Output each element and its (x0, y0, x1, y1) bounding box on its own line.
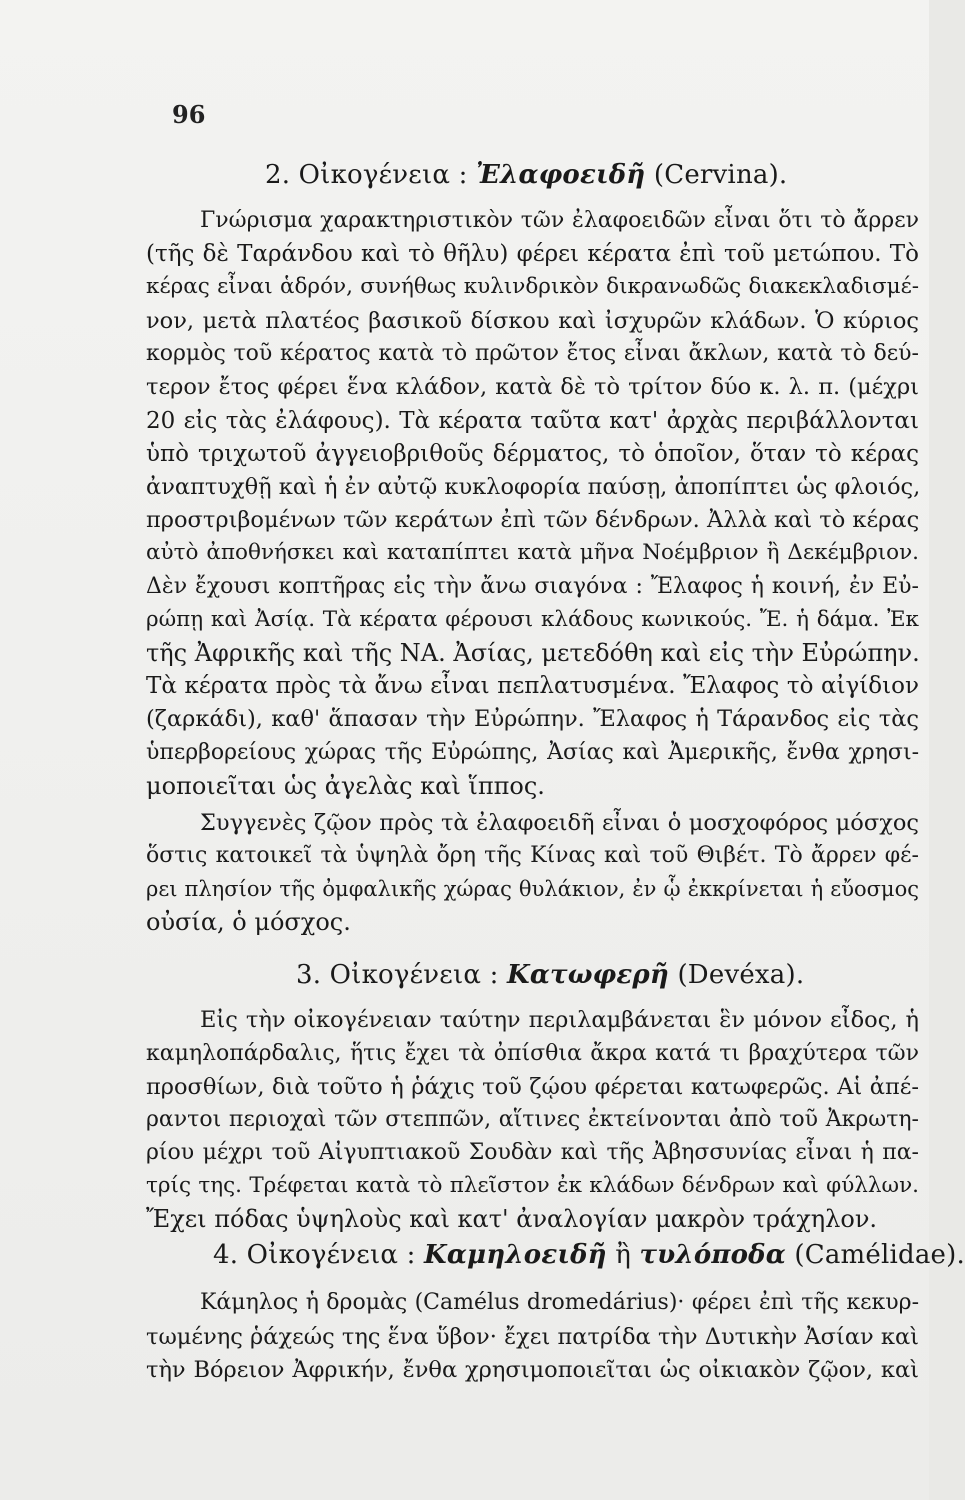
text-line: ραντοι περιοχαὶ τῶν στεππῶν, αἵτινες ἐκτείνονται ἀπὸ τοῦ Ἀκρωτη- (146, 1107, 919, 1132)
text-line: 20 εἰς τὰς ἐλάφους). Τὰ κέρατα ταῦτα κατ' ἀρχὰς περιβάλλονται (146, 408, 919, 434)
section-heading-camelidae (213, 1240, 965, 1270)
text-line: (τῆς δὲ Ταράνδου καὶ τὸ θῆλυ) φέρει κέρατα ἐπὶ τοῦ μετώπου. Τὸ (146, 241, 919, 267)
heading-label: 3. Οἰκογένεια : (296, 960, 508, 990)
text-line: ρει πλησίον τῆς ὀμφαλικῆς χώρας θυλάκιον, ἐν ᾧ ἐκκρίνεται ἡ εὔοσμος (146, 877, 919, 901)
heading-latin-name: (Camélidae). (785, 1240, 965, 1270)
text-line: κορμὸς τοῦ κέρατος κατὰ τὸ πρῶτον ἔτος εἶναι ἄκλων, κατὰ τὸ δεύ- (146, 341, 919, 366)
text-line: Τὰ κέρατα πρὸς τὰ ἄνω εἶναι πεπλατυσμένα. Ἔλαφος τὸ αἰγίδιον (146, 673, 919, 699)
text-line: Συγγενὲς ζῷον πρὸς τὰ ἐλαφοειδῆ εἶναι ὁ μοσχοφόρος μόσχος (200, 810, 919, 836)
text-line: προστριβομένων τῶν κεράτων ἐπὶ τῶν δένδρων. Ἀλλὰ καὶ τὸ κέρας (146, 507, 920, 533)
text-line: ὑπερβορείους χώρας τῆς Εὐρώπης, Ἀσίας καὶ Ἀμερικῆς, ἔνθα χρησι- (146, 740, 919, 765)
text-line: ρώπῃ καὶ Ἀσίᾳ. Τὰ κέρατα φέρουσι κλάδους κωνικούς. Ἔ. ἡ δάμα. Ἐκ (146, 607, 919, 632)
text-line: αὐτὸ ἀποθνήσκει καὶ καταπίπτει κατὰ μῆνα Νοέμβριον ἢ Δεκέμβριον. (146, 540, 919, 565)
text-line: προσθίων, διὰ τοῦτο ἡ ῥάχις τοῦ ζῴου φέρεται κατωφερῶς. Αἱ ἀπέ- (146, 1074, 919, 1100)
heading-latin-name: (Cervina). (645, 160, 788, 190)
text-line: ἀναπτυχθῇ καὶ ἡ ἐν αὐτῷ κυκλοφορία παύσῃ, ἀποπίπτει ὡς φλοιός, (146, 474, 921, 500)
text-line: καμηλοπάρδαλις, ἥτις ἔχει τὰ ὀπίσθια ἄκρα κατά τι βραχύτερα τῶν (146, 1041, 919, 1066)
heading-family-name: Καμηλοειδῆ (424, 1240, 607, 1270)
section-heading-cervina (265, 160, 787, 190)
heading-label: 2. Οἰκογένεια : (265, 160, 477, 190)
text-line: τερον ἔτος φέρει ἕνα κλάδον, κατὰ δὲ τὸ τρίτον δύο κ. λ. π. (μέχρι (146, 374, 919, 400)
text-line: νον, μετὰ πλατέος βασικοῦ δίσκου καὶ ἰσχυρῶν κλάδων. Ὁ κύριος (146, 308, 919, 334)
text-line: τὴν Βόρειον Ἀφρικήν, ἔνθα χρησιμοποιεῖται ὡς οἰκιακὸν ζῷον, καὶ (146, 1357, 919, 1383)
text-line: κέρας εἶναι ἁδρόν, συνήθως κυλινδρικὸν δικρανωδῶς διακεκλαδισμέ- (146, 274, 919, 299)
text-line: Γνώρισμα χαρακτηριστικὸν τῶν ἐλαφοειδῶν εἶναι ὅτι τὸ ἄρρεν (200, 208, 919, 233)
text-line: τῆς Ἀφρικῆς καὶ τῆς ΝΑ. Ἀσίας, μετεδόθη καὶ εἰς τὴν Εὐρώπην. (146, 639, 920, 667)
text-line: ὑπὸ τριχωτοῦ ἀγγειοβριθοῦς δέρματος, τὸ ὁποῖον, ὅταν τὸ κέρας (146, 441, 919, 467)
text-line: Ἔχει πόδας ὑψηλοὺς καὶ κατ' ἀναλογίαν μακρὸν τράχηλον. (146, 1205, 878, 1233)
heading-family-name: Ἐλαφοειδῆ (476, 160, 646, 190)
heading-family-name: Κατωφερῆ (507, 960, 669, 990)
heading-conjunction: ἢ (606, 1240, 640, 1270)
text-line: μοποιεῖται ὡς ἀγελὰς καὶ ἵππος. (146, 772, 545, 800)
heading-label: 4. Οἰκογένεια : (213, 1240, 425, 1270)
text-line: ὅστις κατοικεῖ τὰ ὑψηλὰ ὄρη τῆς Κίνας καὶ τοῦ Θιβέτ. Τὸ ἄρρεν φέ- (146, 843, 919, 868)
text-line: τωμένης ῥάχεώς της ἕνα ὕβον· ἔχει πατρίδα τὴν Δυτικὴν Ἀσίαν καὶ (146, 1324, 919, 1350)
text-line: (ζαρκάδι), καθ' ἅπασαν τὴν Εὐρώπην. Ἔλαφος ἡ Τάρανδος εἰς τὰς (146, 706, 919, 732)
text-line: Δὲν ἔχουσι κοπτῆρας εἰς τὴν ἄνω σιαγόνα : Ἔλαφος ἡ κοινή, ἐν Εὐ- (146, 574, 919, 599)
text-line: ρίου μέχρι τοῦ Αἰγυπτιακοῦ Σουδὰν καὶ τῆς Ἀβησσυνίας εἶναι ἡ πα- (146, 1140, 919, 1165)
page-number: 96 (172, 100, 206, 129)
heading-latin-name: (Devéxa). (669, 960, 805, 990)
text-line: οὐσία, ὁ μόσχος. (146, 908, 351, 936)
text-line: Κάμηλος ἡ δρομὰς (Camélus dromedárius)· φέρει ἐπὶ τῆς κεκυρ- (200, 1290, 919, 1315)
section-heading-devexa (296, 960, 804, 990)
text-line: τρίς της. Τρέφεται κατὰ τὸ πλεῖστον ἐκ κλάδων δένδρων καὶ φύλλων. (146, 1173, 919, 1198)
text-line: Εἰς τὴν οἰκογένειαν ταύτην περιλαμβάνεται ἓν μόνον εἶδος, ἡ (200, 1007, 919, 1033)
heading-alt-name: τυλόποδα (639, 1240, 786, 1270)
